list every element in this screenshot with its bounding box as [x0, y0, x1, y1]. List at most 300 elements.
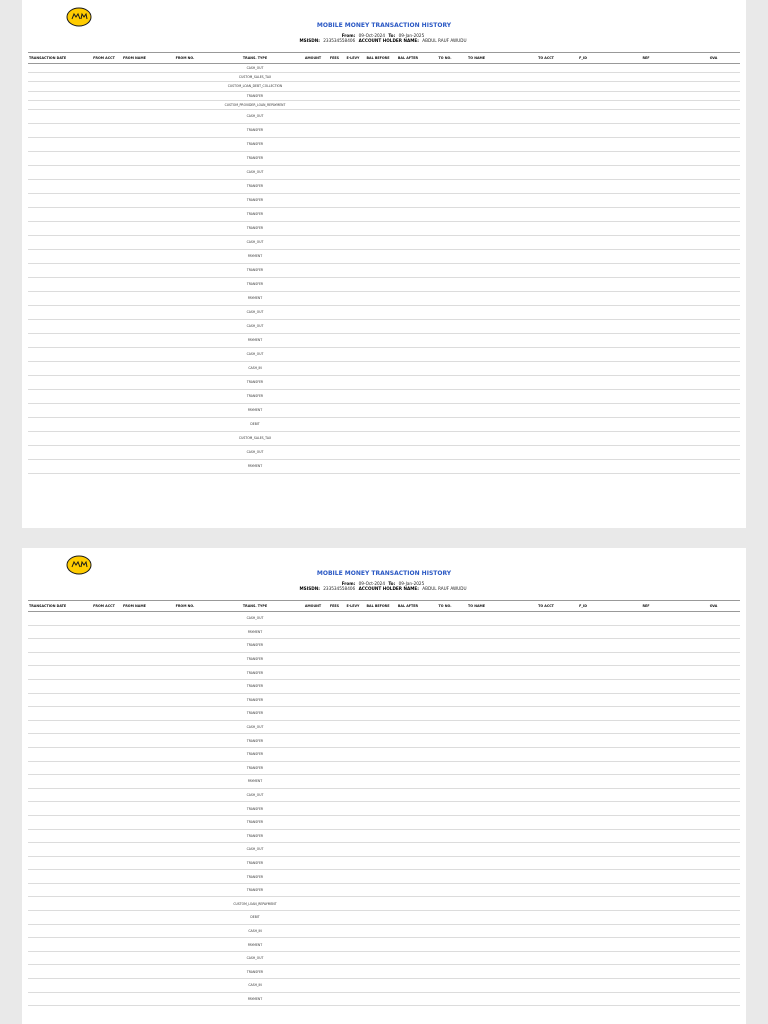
- table-row: [28, 652, 740, 666]
- table-cell: [423, 263, 467, 277]
- table-cell: [561, 347, 605, 361]
- table-body: [28, 64, 740, 474]
- table-cell: [393, 459, 423, 473]
- table-cell: [122, 333, 160, 347]
- table-cell: [687, 612, 740, 626]
- table-cell: [531, 856, 561, 870]
- table-cell: [423, 897, 467, 911]
- table-cell: [531, 911, 561, 925]
- table-cell: [531, 305, 561, 319]
- table-cell: [423, 100, 467, 109]
- table-cell: [605, 693, 687, 707]
- table-cell: [393, 829, 423, 843]
- table-cell: [467, 73, 531, 82]
- msisdn-label: MSISDN:: [299, 38, 320, 43]
- table-cell: [687, 109, 740, 123]
- table-cell: [531, 761, 561, 775]
- table-cell: [160, 165, 210, 179]
- table-cell: [122, 951, 160, 965]
- table-cell: [160, 361, 210, 375]
- table-cell: [605, 235, 687, 249]
- table-cell: [393, 445, 423, 459]
- table-cell: [86, 666, 122, 680]
- table-cell: [605, 389, 687, 403]
- table-cell: [467, 938, 531, 952]
- table-cell: [28, 375, 86, 389]
- table-cell: [531, 179, 561, 193]
- table-cell: [561, 333, 605, 347]
- table-cell: [86, 924, 122, 938]
- table-cell: [300, 775, 326, 789]
- table-cell: [531, 137, 561, 151]
- table-cell: [687, 979, 740, 993]
- table-cell: [343, 277, 363, 291]
- table-cell: [160, 979, 210, 993]
- table-cell: [28, 938, 86, 952]
- table-cell: [363, 235, 393, 249]
- table-cell: [300, 829, 326, 843]
- table-cell: [343, 235, 363, 249]
- table-cell: [28, 639, 86, 653]
- table-cell: [122, 235, 160, 249]
- table-cell: [393, 924, 423, 938]
- table-cell: [28, 856, 86, 870]
- table-cell: [300, 221, 326, 235]
- table-cell: [326, 693, 343, 707]
- table-cell: [363, 123, 393, 137]
- table-cell: [605, 291, 687, 305]
- table-row: [28, 305, 740, 319]
- table-cell: CUSTOM_PROVIDER_LOAN_REPAYMENT: [210, 100, 300, 109]
- statement-page-2: [22, 548, 746, 1024]
- table-cell: [687, 100, 740, 109]
- table-cell: [122, 612, 160, 626]
- table-cell: [363, 91, 393, 100]
- column-header: FEES: [326, 601, 343, 612]
- table-cell: [423, 612, 467, 626]
- table-cell: [343, 207, 363, 221]
- table-cell: [467, 829, 531, 843]
- table-cell: [687, 151, 740, 165]
- table-cell: [561, 829, 605, 843]
- table-cell: [393, 911, 423, 925]
- table-cell: [531, 235, 561, 249]
- table-cell: [467, 137, 531, 151]
- table-cell: [687, 856, 740, 870]
- table-cell: [343, 761, 363, 775]
- table-cell: [28, 829, 86, 843]
- table-cell: [363, 375, 393, 389]
- table-cell: [531, 951, 561, 965]
- table-cell: [687, 64, 740, 73]
- table-cell: [467, 100, 531, 109]
- table-cell: [531, 249, 561, 263]
- table-cell: [160, 652, 210, 666]
- table-cell: [326, 263, 343, 277]
- table-cell: [28, 459, 86, 473]
- column-header: REF: [605, 601, 687, 612]
- table-cell: [160, 100, 210, 109]
- table-row: [28, 277, 740, 291]
- table-cell: [687, 431, 740, 445]
- table-cell: [122, 137, 160, 151]
- table-cell: [687, 734, 740, 748]
- table-cell: [28, 815, 86, 829]
- table-cell: [687, 775, 740, 789]
- table-cell: [300, 612, 326, 626]
- table-cell: [531, 123, 561, 137]
- table-cell: [423, 693, 467, 707]
- table-cell: [326, 179, 343, 193]
- table-cell: [122, 445, 160, 459]
- table-cell: [393, 720, 423, 734]
- table-row: [28, 870, 740, 884]
- table-cell: PAYMENT: [210, 459, 300, 473]
- table-cell: [160, 193, 210, 207]
- table-cell: [467, 123, 531, 137]
- table-cell: [687, 992, 740, 1006]
- table-row: [28, 459, 740, 473]
- table-cell: [423, 361, 467, 375]
- table-cell: [531, 747, 561, 761]
- table-cell: [326, 375, 343, 389]
- table-cell: [393, 375, 423, 389]
- table-cell: [86, 137, 122, 151]
- table-cell: [531, 652, 561, 666]
- table-cell: [86, 165, 122, 179]
- table-cell: [122, 829, 160, 843]
- table-cell: [605, 829, 687, 843]
- to-label: To:: [388, 581, 396, 586]
- table-cell: [363, 277, 393, 291]
- table-cell: [605, 333, 687, 347]
- table-cell: [86, 747, 122, 761]
- table-row: [28, 249, 740, 263]
- table-cell: [122, 417, 160, 431]
- table-cell: CASH_OUT: [210, 64, 300, 73]
- table-row: [28, 788, 740, 802]
- table-cell: [687, 179, 740, 193]
- table-cell: TRANSFER: [210, 207, 300, 221]
- table-cell: [605, 707, 687, 721]
- table-cell: TRANSFER: [210, 137, 300, 151]
- table-cell: [423, 639, 467, 653]
- table-cell: [300, 965, 326, 979]
- table-cell: [86, 788, 122, 802]
- table-cell: [86, 277, 122, 291]
- table-cell: [122, 123, 160, 137]
- table-cell: [326, 319, 343, 333]
- table-cell: [160, 109, 210, 123]
- table-cell: [160, 612, 210, 626]
- table-cell: [393, 193, 423, 207]
- table-cell: [605, 734, 687, 748]
- table-cell: PAYMENT: [210, 291, 300, 305]
- table-cell: [393, 951, 423, 965]
- table-cell: [122, 459, 160, 473]
- table-cell: [605, 361, 687, 375]
- table-cell: [326, 333, 343, 347]
- table-cell: [343, 123, 363, 137]
- table-row: [28, 64, 740, 73]
- table-cell: [160, 291, 210, 305]
- table-row: [28, 179, 740, 193]
- table-cell: [160, 965, 210, 979]
- table-cell: [467, 305, 531, 319]
- table-cell: [86, 347, 122, 361]
- table-cell: [122, 775, 160, 789]
- table-cell: [423, 829, 467, 843]
- table-cell: [28, 679, 86, 693]
- table-cell: [86, 720, 122, 734]
- table-cell: [326, 734, 343, 748]
- table-cell: [467, 639, 531, 653]
- table-cell: [122, 693, 160, 707]
- table-cell: [605, 625, 687, 639]
- table-cell: [160, 679, 210, 693]
- table-cell: [423, 734, 467, 748]
- table-row: [28, 417, 740, 431]
- table-cell: [423, 375, 467, 389]
- table-cell: [561, 911, 605, 925]
- table-cell: [687, 639, 740, 653]
- table-cell: [160, 802, 210, 816]
- table-cell: [343, 979, 363, 993]
- table-cell: [300, 625, 326, 639]
- table-cell: [343, 347, 363, 361]
- table-cell: [326, 829, 343, 843]
- table-row: [28, 992, 740, 1006]
- table-cell: [122, 431, 160, 445]
- table-cell: [467, 263, 531, 277]
- table-cell: [300, 403, 326, 417]
- table-cell: [687, 445, 740, 459]
- table-cell: [687, 870, 740, 884]
- table-cell: [605, 992, 687, 1006]
- table-cell: [160, 319, 210, 333]
- table-cell: [393, 761, 423, 775]
- table-row: [28, 151, 740, 165]
- table-cell: [86, 123, 122, 137]
- table-row: [28, 109, 740, 123]
- table-cell: [605, 666, 687, 680]
- table-cell: [423, 707, 467, 721]
- transactions-table: [28, 600, 740, 1006]
- table-cell: [160, 829, 210, 843]
- table-cell: [605, 193, 687, 207]
- table-cell: [423, 291, 467, 305]
- table-cell: [467, 802, 531, 816]
- table-cell: [343, 639, 363, 653]
- table-cell: [343, 965, 363, 979]
- table-cell: [300, 375, 326, 389]
- table-cell: [605, 951, 687, 965]
- table-cell: [28, 305, 86, 319]
- table-cell: [28, 64, 86, 73]
- table-cell: [343, 91, 363, 100]
- table-cell: [467, 417, 531, 431]
- from-date: 09-Oct-2024: [358, 581, 386, 586]
- table-cell: [423, 91, 467, 100]
- table-cell: [423, 965, 467, 979]
- table-cell: [687, 707, 740, 721]
- table-cell: [605, 319, 687, 333]
- table-cell: [561, 666, 605, 680]
- table-cell: TRANSFER: [210, 965, 300, 979]
- table-cell: TRANSFER: [210, 151, 300, 165]
- table-cell: PAYMENT: [210, 333, 300, 347]
- table-cell: [86, 235, 122, 249]
- table-cell: [300, 639, 326, 653]
- table-cell: [687, 291, 740, 305]
- table-cell: [393, 815, 423, 829]
- table-cell: [122, 666, 160, 680]
- table-cell: [300, 734, 326, 748]
- table-cell: CASH_OUT: [210, 445, 300, 459]
- from-label: From:: [341, 581, 356, 586]
- table-cell: [531, 361, 561, 375]
- table-cell: [393, 652, 423, 666]
- table-cell: [28, 82, 86, 91]
- table-cell: [300, 445, 326, 459]
- table-cell: [393, 235, 423, 249]
- column-header: FROM ACCT: [86, 53, 122, 64]
- table-row: [28, 361, 740, 375]
- table-cell: CASH_IN: [210, 361, 300, 375]
- table-cell: [467, 761, 531, 775]
- table-row: [28, 100, 740, 109]
- table-cell: [28, 207, 86, 221]
- table-cell: [343, 375, 363, 389]
- table-cell: [300, 883, 326, 897]
- table-cell: [363, 73, 393, 82]
- table-cell: [531, 775, 561, 789]
- table-cell: TRANSFER: [210, 123, 300, 137]
- table-cell: DEBIT: [210, 911, 300, 925]
- table-cell: [300, 802, 326, 816]
- table-cell: [687, 459, 740, 473]
- table-cell: [423, 179, 467, 193]
- table-cell: [160, 235, 210, 249]
- table-cell: [28, 747, 86, 761]
- table-row: [28, 193, 740, 207]
- table-cell: [326, 193, 343, 207]
- table-cell: [423, 979, 467, 993]
- table-cell: [28, 151, 86, 165]
- table-cell: [393, 64, 423, 73]
- table-cell: [363, 179, 393, 193]
- table-cell: [393, 179, 423, 193]
- table-cell: [300, 951, 326, 965]
- table-header-row: [28, 601, 740, 612]
- table-cell: [531, 151, 561, 165]
- table-cell: [343, 165, 363, 179]
- table-cell: PAYMENT: [210, 249, 300, 263]
- table-cell: [28, 291, 86, 305]
- column-header: TRANSACTION DATE: [28, 53, 86, 64]
- table-cell: [86, 761, 122, 775]
- table-cell: [28, 100, 86, 109]
- table-cell: [393, 347, 423, 361]
- table-cell: [160, 639, 210, 653]
- table-cell: [605, 897, 687, 911]
- table-cell: [423, 305, 467, 319]
- table-cell: [561, 924, 605, 938]
- table-cell: [326, 815, 343, 829]
- table-cell: [122, 193, 160, 207]
- table-cell: [687, 123, 740, 137]
- table-cell: [423, 431, 467, 445]
- table-cell: [561, 403, 605, 417]
- table-cell: [343, 870, 363, 884]
- table-cell: [687, 389, 740, 403]
- holder-value: ABDUL RAUF AWUDU: [422, 38, 467, 43]
- table-cell: [687, 965, 740, 979]
- table-cell: [561, 291, 605, 305]
- table-cell: [423, 992, 467, 1006]
- table-row: [28, 829, 740, 843]
- table-cell: [561, 951, 605, 965]
- column-header: BAL BEFORE: [363, 53, 393, 64]
- table-cell: [326, 707, 343, 721]
- table-cell: [326, 924, 343, 938]
- table-cell: [300, 347, 326, 361]
- table-row: [28, 911, 740, 925]
- msisdn-value: 233534558406: [323, 38, 356, 43]
- table-cell: [326, 403, 343, 417]
- table-cell: [561, 459, 605, 473]
- to-date: 09-Jan-2025: [398, 581, 425, 586]
- table-cell: [28, 389, 86, 403]
- table-cell: [160, 720, 210, 734]
- table-cell: [326, 897, 343, 911]
- table-cell: [28, 109, 86, 123]
- table-cell: [561, 445, 605, 459]
- table-cell: [687, 263, 740, 277]
- table-cell: [160, 73, 210, 82]
- table-cell: [28, 979, 86, 993]
- table-cell: [160, 123, 210, 137]
- table-cell: [531, 965, 561, 979]
- table-cell: [531, 639, 561, 653]
- table-cell: [300, 693, 326, 707]
- table-cell: [343, 924, 363, 938]
- table-cell: [28, 361, 86, 375]
- table-cell: [86, 417, 122, 431]
- table-cell: [531, 883, 561, 897]
- table-cell: [86, 221, 122, 235]
- table-cell: [605, 221, 687, 235]
- table-cell: [687, 165, 740, 179]
- table-cell: [86, 652, 122, 666]
- table-cell: [423, 249, 467, 263]
- column-header: TRANSACTION DATE: [28, 601, 86, 612]
- table-cell: [122, 361, 160, 375]
- table-cell: TRANSFER: [210, 193, 300, 207]
- table-cell: [343, 73, 363, 82]
- table-cell: CASH_OUT: [210, 843, 300, 857]
- table-cell: [86, 612, 122, 626]
- table-cell: [28, 911, 86, 925]
- table-cell: [343, 193, 363, 207]
- table-cell: [687, 883, 740, 897]
- table-cell: [122, 992, 160, 1006]
- table-cell: [423, 389, 467, 403]
- table-cell: [160, 856, 210, 870]
- table-cell: [467, 82, 531, 91]
- table-cell: [561, 612, 605, 626]
- table-cell: [160, 883, 210, 897]
